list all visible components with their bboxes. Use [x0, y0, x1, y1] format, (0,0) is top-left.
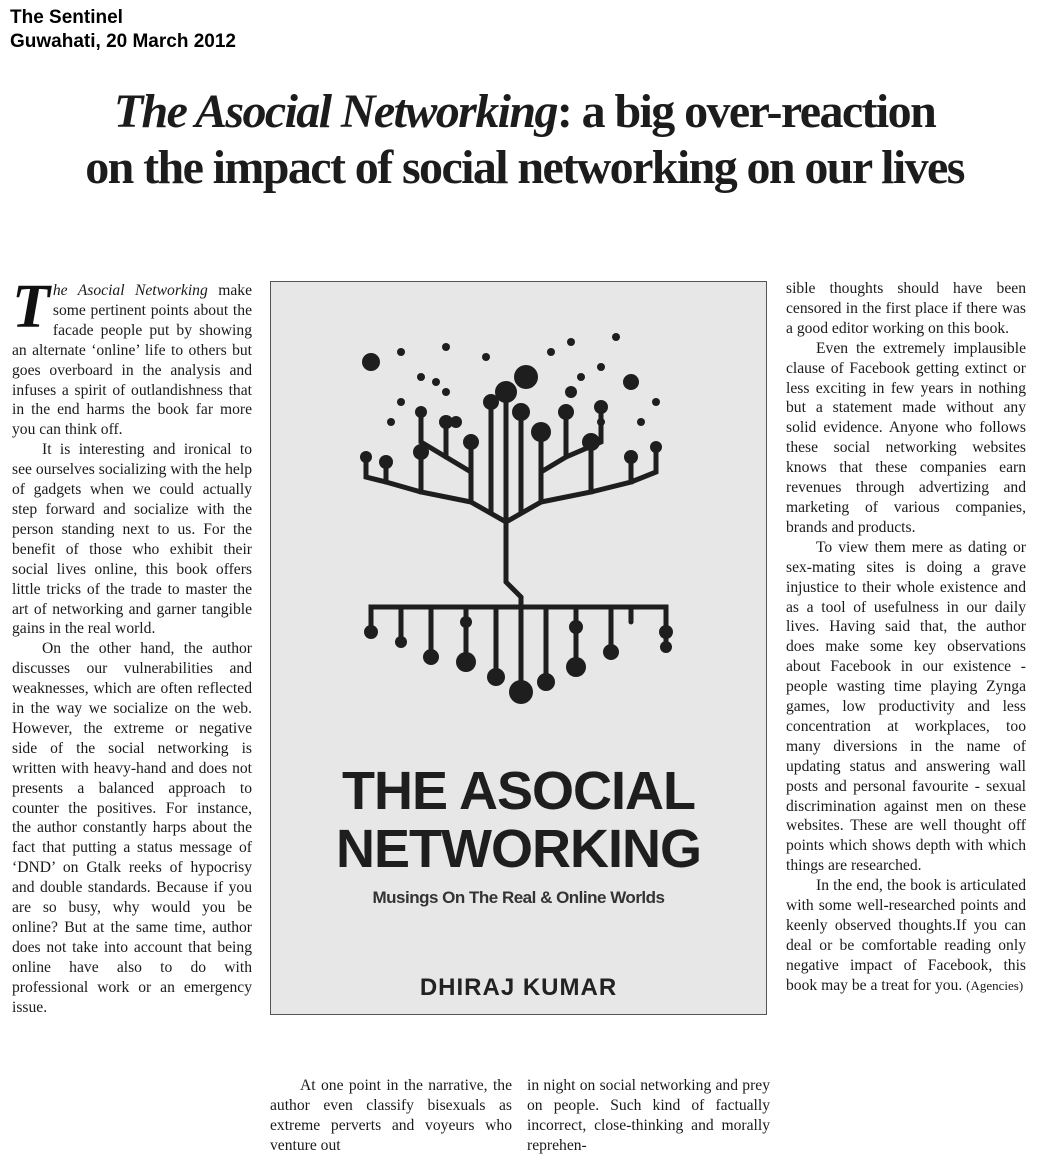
tree-node-6 [582, 433, 600, 451]
tree-dot-14 [482, 353, 490, 361]
tree-node-22 [509, 680, 533, 704]
headline-line2: on the impact of social networking on our lives [85, 141, 964, 194]
lead-paragraph-text: make some pertinent points about the facade people put by showing an alternate ‘online’ life to others but goes overboard in the analysis and infuses a spirit of outlandishness that in the end harms the book far more you can think off. [12, 282, 252, 439]
paragraph: At one point in the narrative, the author even classify bisexuals as extreme perverts and voyeurs who venture out [270, 1077, 512, 1154]
tree-dot-7 [397, 398, 405, 406]
tree-node-21 [566, 657, 586, 677]
tree-dot-12 [577, 373, 585, 381]
tree-node-12 [650, 441, 662, 453]
cover-author: DHIRAJ KUMAR [419, 974, 618, 1001]
paragraph: in night on social networking and prey on people. Such kind of factually incorrect, close-thinking and morally reprehen- [527, 1077, 770, 1154]
lead-paragraph [12, 273, 252, 440]
tree-dot-8 [597, 418, 605, 426]
article-column-right [786, 279, 1026, 996]
publication-name: The Sentinel [10, 7, 123, 28]
tree-branch-19 [576, 607, 631, 622]
tree-node-30 [660, 641, 672, 653]
tree-node-15 [362, 353, 380, 371]
tree-node-17 [623, 374, 639, 390]
paragraph: sible thoughts should have been censored in the first place if there was a good editor working on this book. [786, 280, 1026, 337]
lead-italic-title: he Asocial Networking [52, 282, 208, 299]
cover-title-line2: NETWORKING [336, 819, 701, 879]
paragraph: Even the extremely implausible clause of Facebook getting extinct or less exciting in few years in nothing but a statement made without any solid evidence. Anyone who follows these social networking websites knows that these companies earn revenues through advertizing and marketing of various companies, brands and products. [786, 339, 1026, 536]
tree-node-20 [456, 652, 476, 672]
paragraph: It is interesting and ironical to see ourselves socializing with the help of gadgets when we could actually step forward and socialize with the person standing next to us. For the benefit of those who exhibit their social lives online, this book offers little tricks of the trade to master the art of networking and garner tangible gains in the real world. [12, 441, 252, 638]
book-cover-image [270, 281, 767, 1015]
tree-dot-11 [432, 378, 440, 386]
tree-node-31 [460, 616, 472, 628]
tree-node-2 [512, 403, 530, 421]
tree-dot-2 [442, 343, 450, 351]
paragraph [786, 876, 1026, 995]
headline [22, 84, 1027, 196]
tree-node-8 [624, 450, 638, 464]
tree-node-14 [594, 400, 608, 414]
tree-node-4 [531, 422, 551, 442]
cover-title-line1: THE ASOCIAL [342, 761, 695, 821]
tree-node-29 [395, 636, 407, 648]
tree-node-13 [415, 406, 427, 418]
tree-node-27 [364, 625, 378, 639]
tree-dot-1 [417, 373, 425, 381]
tree-node-32 [569, 620, 583, 634]
tree-node-11 [360, 451, 372, 463]
paragraph: To view them mere as dating or sex-mating sites is doing a grave injustice to their whole existence and as a tool of usefulness in our daily lives. Having said that, the author does make some key observations about Facebook in our existence - people wasting time playing Zynga games, low productivity and less concentration at workplaces, too many diversions in the name of updating status and answering wall posts and personal favourite - sexual discrimination against men on these websites. These are well thought off points which shows depth with which things are researched. [786, 538, 1026, 875]
tree-node-28 [659, 625, 673, 639]
tree-branch-6 [591, 457, 631, 492]
tree-node-1 [483, 394, 499, 410]
headline-line1-rest: : a big over-reaction [556, 85, 936, 138]
tree-node-10 [558, 404, 574, 420]
article-column-left [12, 273, 252, 1018]
tree-dot-9 [652, 398, 660, 406]
article-column-bottom-2 [527, 1076, 770, 1156]
circuit-tree-illustration [271, 282, 768, 752]
tree-dot-4 [597, 363, 605, 371]
paragraph-text: In the end, the book is articulated with some well-researched points and keenly observed thoughts.If you can deal or be comfortable reading only negative impact of Facebook, this book may be a treat for you. [786, 877, 1026, 994]
paragraph: On the other hand, the author discusses our vulnerabilities and weaknesses, which are often reflected in the way we socialize on the web. However, the extreme or negative side of the social networking is written with heavy-hand and does not presents a balanced approach to counter the positives. For instance, the author constantly harps about the fact that putting a status message of ‘DND’ on Gtalk reeks of hypocrisy and double standards. Because if you are so busy, why would you be online? But at the same time, author does not take into account that being online have also to do with professional work or an emergency issue. [12, 640, 252, 1016]
tree-dot-0 [397, 348, 405, 356]
source-info [10, 6, 236, 54]
drop-cap: T [12, 273, 50, 341]
article-column-bottom-1 [270, 1076, 512, 1156]
tree-node-19 [565, 386, 577, 398]
tree-node-26 [603, 644, 619, 660]
dateline: Guwahati, 20 March 2012 [10, 31, 236, 52]
tree-node-5 [413, 444, 429, 460]
tree-branch-0 [506, 547, 521, 607]
tree-dot-3 [567, 338, 575, 346]
tree-node-24 [537, 673, 555, 691]
tree-node-25 [423, 649, 439, 665]
tree-dot-15 [547, 348, 555, 356]
headline-book-title: The Asocial Networking [113, 85, 557, 138]
tree-dot-5 [612, 333, 620, 341]
credit-line: (Agencies) [966, 977, 1024, 993]
tree-dot-6 [442, 388, 450, 396]
tree-node-18 [450, 416, 462, 428]
tree-node-3 [463, 434, 479, 450]
tree-branch-8 [541, 412, 566, 472]
tree-dot-10 [387, 418, 395, 426]
tree-node-16 [514, 365, 538, 389]
tree-node-7 [379, 455, 393, 469]
tree-dot-13 [637, 418, 645, 426]
tree-node-23 [487, 668, 505, 686]
cover-subtitle: Musings On The Real & Online Worlds [372, 888, 665, 907]
